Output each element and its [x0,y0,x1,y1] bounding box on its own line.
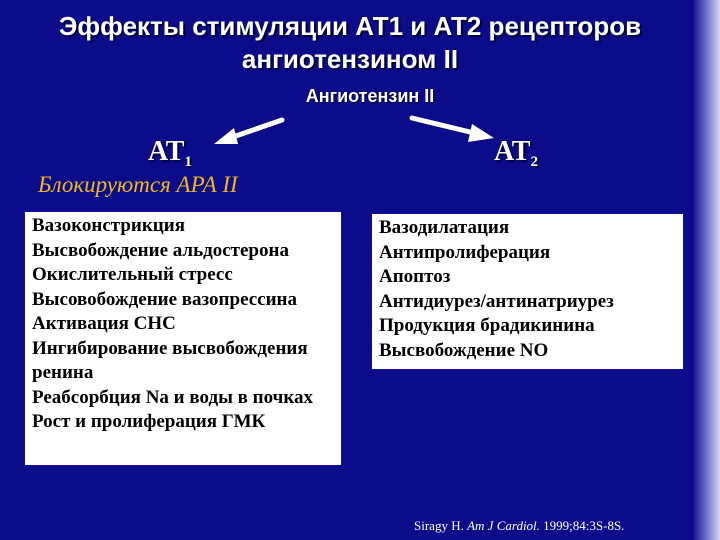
at2-effect-item: Высвобождение NO [379,339,549,361]
at2-effect-item: Вазодилатация [379,217,510,238]
at1-effect-item: Реабсорбция Na и воды в почках [32,386,314,408]
at2-effect-item: Антидиурез/антинатриурез [379,290,614,312]
at1-effect-item: Вазоконстрикция [32,215,185,236]
arrow-to-at1 [214,120,282,144]
citation-author: Siragy H. [414,518,464,533]
at2-effects-box [371,213,684,370]
at1-effect-item: Высовобождение вазопрессина [32,288,297,310]
at1-effect-item: Активация СНС [32,313,176,334]
blocked-by-arb-note: Блокируются АРА II [38,172,238,197]
at1-effect-item: Окислительный стресс [32,264,233,285]
decorative-side-stripe [694,0,720,540]
at1-effect-item: Ингибирование высвобождения ренина [32,337,308,383]
arrow-to-at2 [412,118,494,142]
at1-effect-item: Высвобождение альдостерона [32,239,289,261]
at2-effect-item: Апоптоз [379,266,451,287]
citation-ref: 1999;84:3S-8S. [543,518,625,533]
at2-receptor-label: $АТ_2$ [494,136,538,170]
slide-title: Эффекты стимуляции АТ1 и АТ2 рецепторов ангиотензином II [58,11,642,74]
at1-receptor-label: $АТ_1$ [148,136,192,170]
citation [414,518,624,534]
at2-effect-item: Антипролиферация [379,241,551,263]
at1-effect-item: Рост и пролиферация ГМК [32,411,266,432]
at1-effects-box [24,211,342,466]
branch-arrows [200,100,520,160]
angiotensin-ii-label: Ангиотензин II [305,86,435,106]
citation-journal: Am J Cardiol. [467,518,540,533]
at2-effect-item: Продукция брадикинина [379,315,595,336]
